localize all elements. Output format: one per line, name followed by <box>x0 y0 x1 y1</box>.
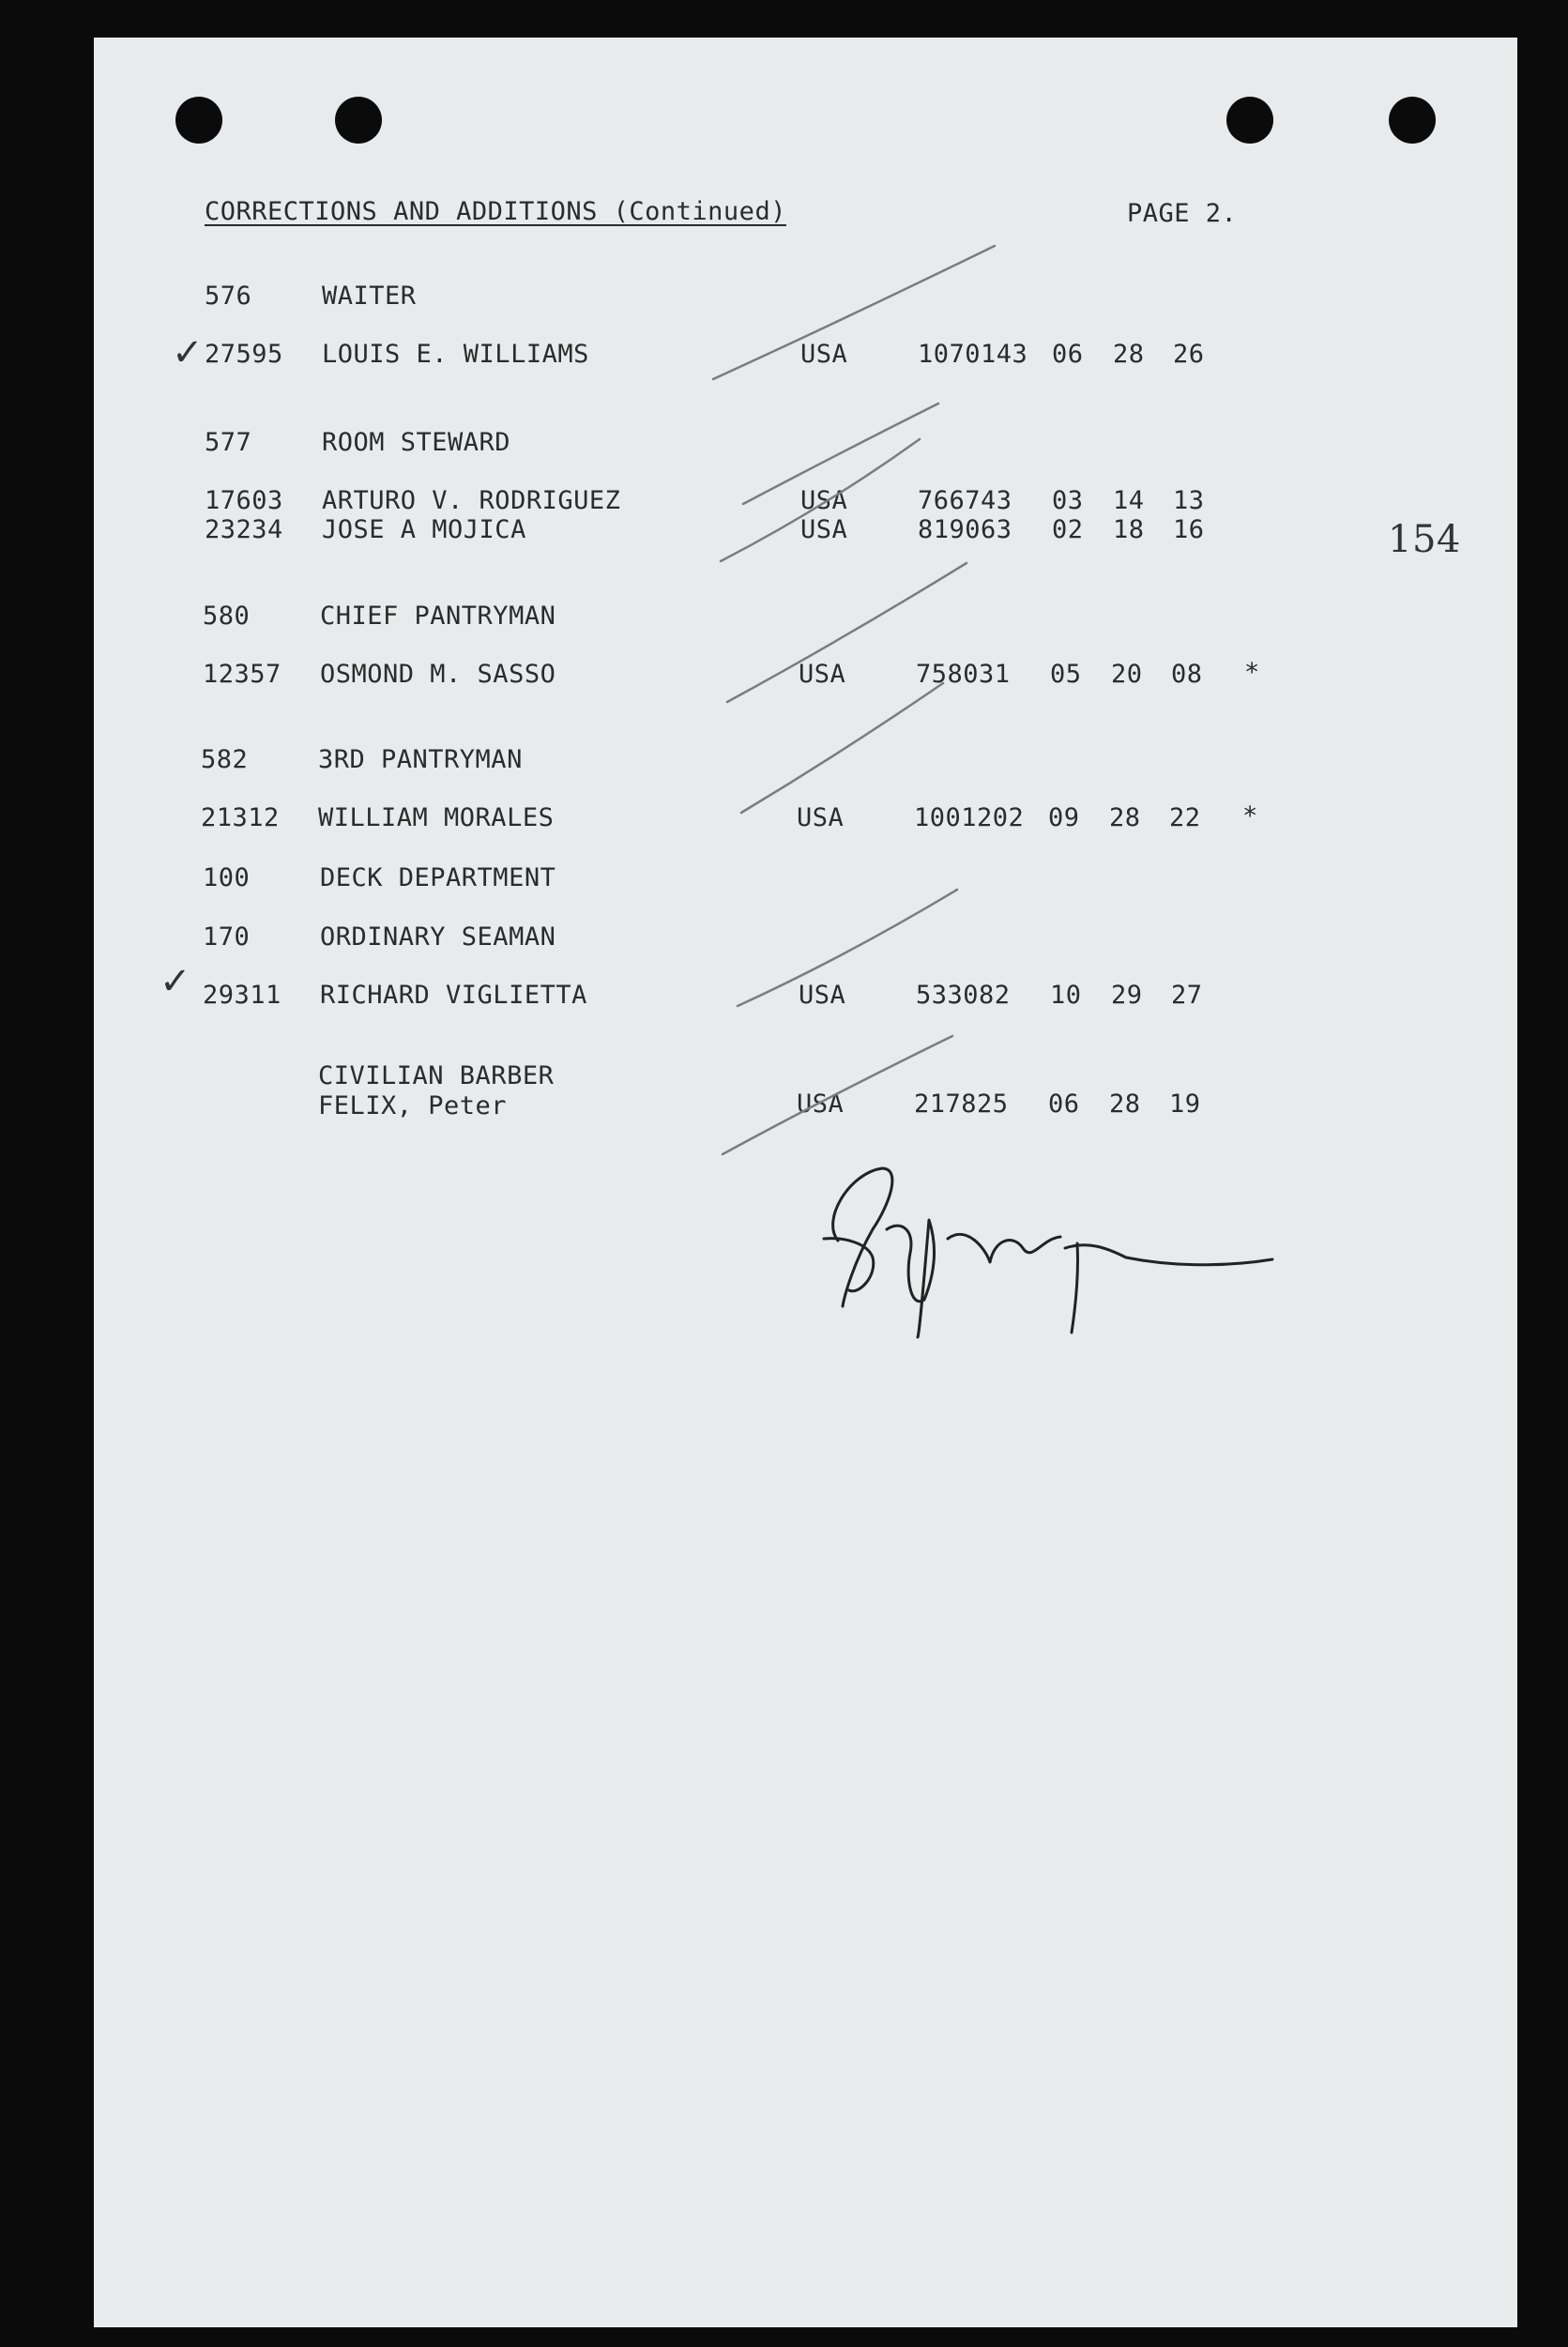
row-nationality: USA <box>797 803 845 832</box>
row-year: 08 <box>1171 660 1203 689</box>
row-asterisk: * <box>1244 658 1260 687</box>
handwritten-page-number: 154 <box>1388 518 1461 561</box>
row-month: 06 <box>1048 1090 1080 1119</box>
row-nationality: USA <box>800 340 848 369</box>
row-nationality: USA <box>800 515 848 544</box>
row-month: 06 <box>1052 340 1084 369</box>
row-month: 03 <box>1052 486 1084 515</box>
row-code: 582 <box>201 745 249 774</box>
row-day: 29 <box>1111 981 1143 1010</box>
row-description: LOUIS E. WILLIAMS <box>322 340 589 369</box>
row-description: WILLIAM MORALES <box>318 803 555 832</box>
row-month: 02 <box>1052 515 1084 544</box>
row-code: 576 <box>205 282 252 311</box>
row-nationality: USA <box>799 660 846 689</box>
row-nationality: USA <box>797 1090 845 1119</box>
row-day: 28 <box>1113 340 1145 369</box>
row-number: 217825 <box>914 1090 1009 1119</box>
row-day: 28 <box>1109 1090 1141 1119</box>
row-code: 29311 <box>203 981 282 1010</box>
row-number: 533082 <box>916 981 1011 1010</box>
row-day: 18 <box>1113 515 1145 544</box>
row-number: 1070143 <box>918 340 1028 369</box>
row-code: 580 <box>203 602 251 631</box>
row-number: 758031 <box>916 660 1011 689</box>
row-description: CHIEF PANTRYMAN <box>320 602 556 631</box>
row-number: 1001202 <box>914 803 1025 832</box>
row-description: CIVILIAN BARBER <box>318 1061 555 1090</box>
row-number: 819063 <box>918 515 1012 544</box>
row-day: 28 <box>1109 803 1141 832</box>
row-code: 27595 <box>205 340 283 369</box>
row-description: 3RD PANTRYMAN <box>318 745 523 774</box>
row-year: 22 <box>1169 803 1201 832</box>
row-year: 13 <box>1173 486 1205 515</box>
row-number: 766743 <box>918 486 1012 515</box>
row-nationality: USA <box>800 486 848 515</box>
row-day: 20 <box>1111 660 1143 689</box>
row-description: DECK DEPARTMENT <box>320 863 556 892</box>
page-label: PAGE 2. <box>1127 199 1238 228</box>
row-day: 14 <box>1113 486 1145 515</box>
row-year: 27 <box>1171 981 1203 1010</box>
row-nationality: USA <box>799 981 846 1010</box>
row-month: 10 <box>1050 981 1082 1010</box>
row-description: FELIX, Peter <box>318 1091 508 1120</box>
row-code: 577 <box>205 428 252 457</box>
row-year: 16 <box>1173 515 1205 544</box>
checkmark-icon: ✓ <box>172 331 205 374</box>
row-asterisk: * <box>1242 801 1258 831</box>
row-code: 17603 <box>205 486 283 515</box>
row-code: 12357 <box>203 660 282 689</box>
row-description: ROOM STEWARD <box>322 428 511 457</box>
row-month: 09 <box>1048 803 1080 832</box>
row-year: 26 <box>1173 340 1205 369</box>
row-description: RICHARD VIGLIETTA <box>320 981 587 1010</box>
row-description: ORDINARY SEAMAN <box>320 922 556 952</box>
page-title: CORRECTIONS AND ADDITIONS (Continued) <box>205 197 786 226</box>
row-code: 170 <box>203 922 251 952</box>
row-month: 05 <box>1050 660 1082 689</box>
checkmark-icon: ✓ <box>160 960 192 1003</box>
row-description: WAITER <box>322 282 417 311</box>
row-description: JOSE A MOJICA <box>322 515 526 544</box>
row-code: 23234 <box>205 515 283 544</box>
row-description: OSMOND M. SASSO <box>320 660 556 689</box>
row-code: 100 <box>203 863 251 892</box>
row-description: ARTURO V. RODRIGUEZ <box>322 486 621 515</box>
row-code: 21312 <box>201 803 280 832</box>
row-year: 19 <box>1169 1090 1201 1119</box>
